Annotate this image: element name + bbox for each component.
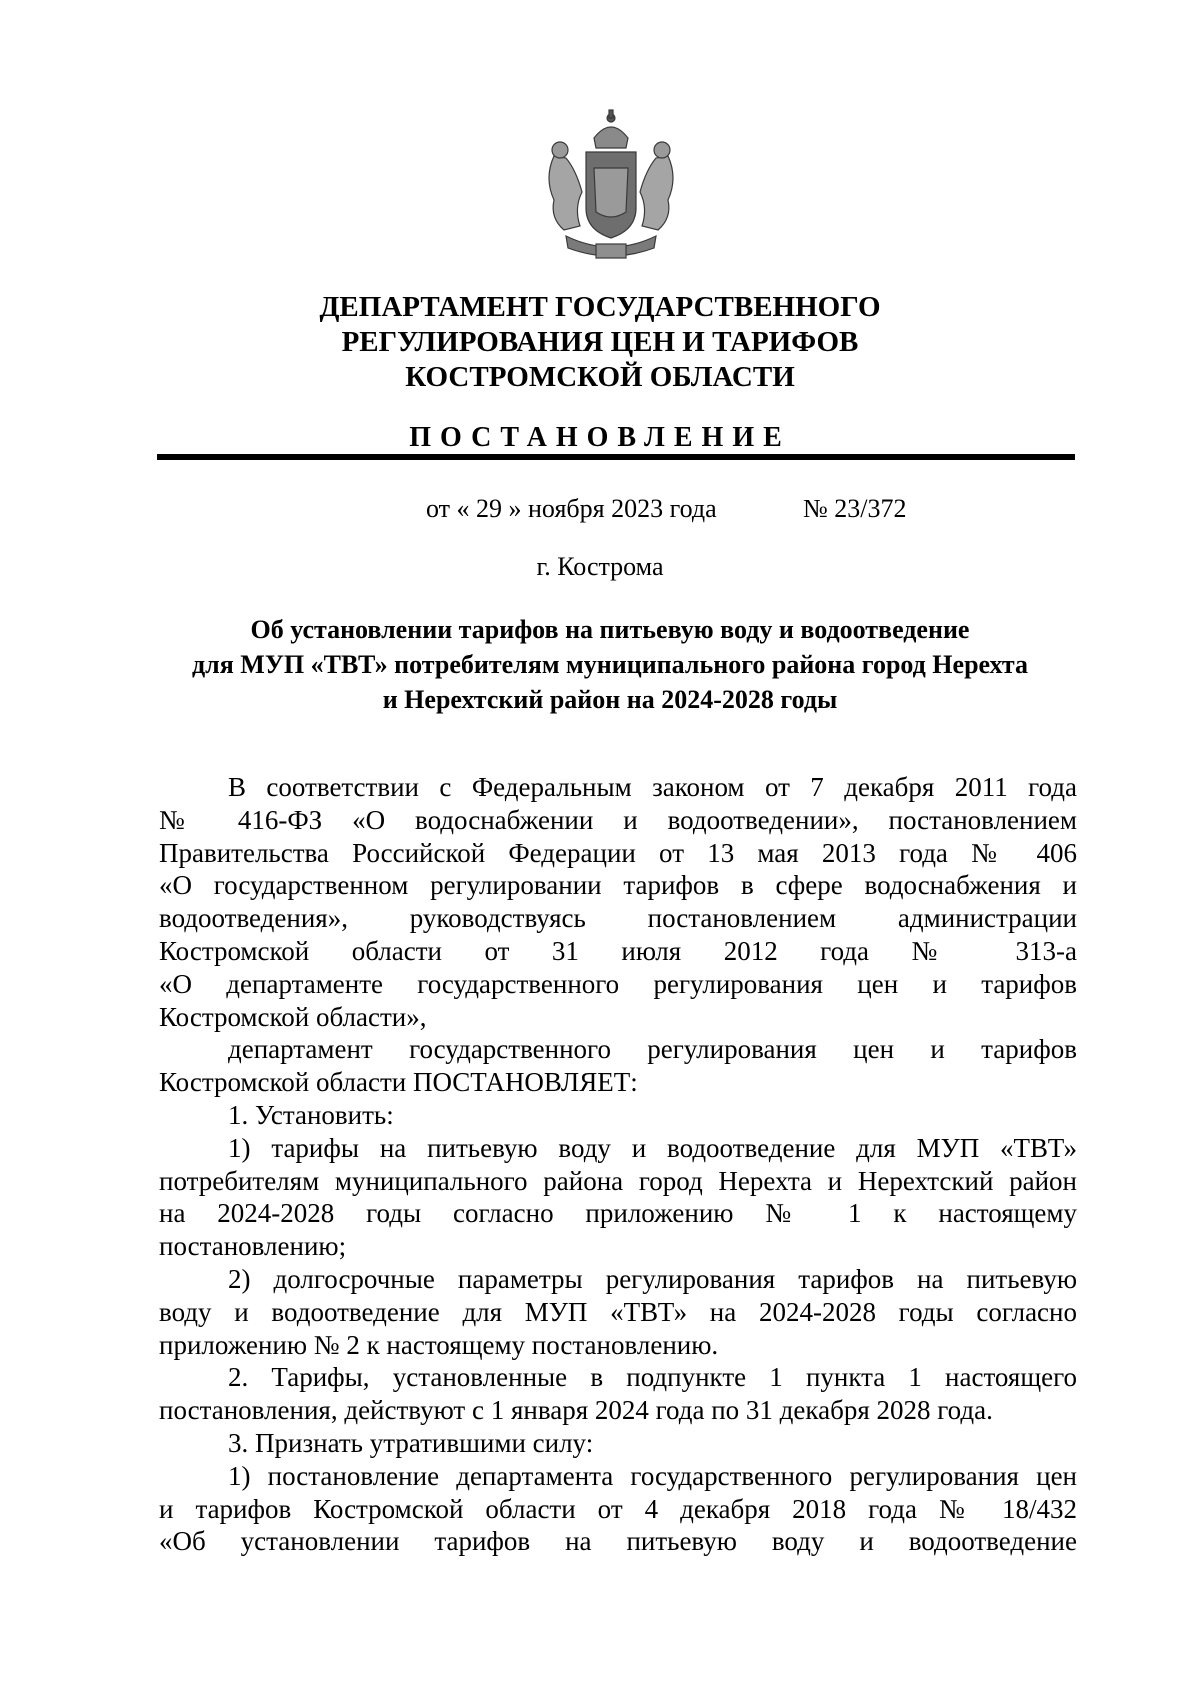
document-date: от « 29 » ноября 2023 года (426, 494, 717, 523)
body-line: «О департаменте государственного регулирования цен и тарифов (159, 968, 1077, 999)
body-line: 1) тарифы на питьевую воду и водоотведение для МУП «ТВТ» (228, 1132, 1077, 1163)
document-title (130, 612, 1090, 717)
body-line: приложению № 2 к настоящему постановлению. (159, 1329, 719, 1360)
body-line: Правительства Российской Федерации от 13 мая 2013 года № 406 (159, 837, 1077, 868)
department-line: КОСТРОМСКОЙ ОБЛАСТИ (405, 361, 795, 393)
title-line: для МУП «ТВТ» потребителям муниципального района город Нерехта (192, 650, 1028, 679)
body-line: 1. Установить: (228, 1099, 394, 1130)
body-line: Костромской области от 31 июля 2012 года № 313-а (159, 935, 1077, 966)
department-line: ДЕПАРТАМЕНТ ГОСУДАРСТВЕННОГО (319, 291, 881, 323)
document-number: № 23/372 (803, 494, 907, 523)
document-city: г. Кострома (536, 552, 664, 581)
department-name (0, 290, 1200, 395)
body-line: 3. Признать утратившими силу: (228, 1427, 594, 1458)
title-line: Об установлении тарифов на питьевую воду и водоотведение (250, 615, 970, 644)
coat-of-arms-emblem (536, 108, 686, 262)
body-line: № 416-ФЗ «О водоснабжении и водоотведении», постановлением (159, 804, 1077, 835)
body-line: и тарифов Костромской области от 4 декабря 2018 года № 18/432 (159, 1493, 1077, 1524)
body-line: на 2024-2028 годы согласно приложению № 1 к настоящему (159, 1198, 1077, 1229)
body-line: департамент государственного регулирования цен и тарифов (228, 1034, 1077, 1065)
body-line: потребителям муниципального района город Нерехта и Нерехтский район (159, 1165, 1077, 1196)
body-line: «Об установлении тарифов на питьевую воду и водоотведение (159, 1526, 1077, 1557)
body-line: постановлению; (159, 1231, 347, 1262)
title-line: и Нерехтский район на 2024-2028 годы (382, 685, 838, 714)
body-line: В соответствии с Федеральным законом от 7 декабря 2011 года (228, 772, 1077, 802)
department-line: РЕГУЛИРОВАНИЯ ЦЕН И ТАРИФОВ (341, 326, 859, 358)
body-line: 2. Тарифы, установленные в подпункте 1 пункта 1 настоящего (228, 1362, 1077, 1393)
body-line: 1) постановление департамента государственного регулирования цен (228, 1460, 1077, 1491)
body-line: Костромской области ПОСТАНОВЛЯЕТ: (159, 1067, 638, 1098)
body-line: Костромской области», (159, 1001, 427, 1032)
header-divider (157, 454, 1075, 460)
body-line: 2) долгосрочные параметры регулирования тарифов на питьевую (228, 1263, 1077, 1294)
body-line: водоотведения», руководствуясь постановлением администрации (159, 903, 1077, 934)
body-line: «О государственном регулировании тарифов в сфере водоснабжения и (159, 870, 1077, 901)
body-line: постановления, действуют с 1 января 2024 года по 31 декабря 2028 года. (159, 1395, 993, 1426)
document-type: ПОСТАНОВЛЕНИЕ (409, 422, 791, 453)
document-body (159, 771, 1077, 1558)
body-line: воду и водоотведение для МУП «ТВТ» на 2024-2028 годы согласно (159, 1296, 1077, 1327)
